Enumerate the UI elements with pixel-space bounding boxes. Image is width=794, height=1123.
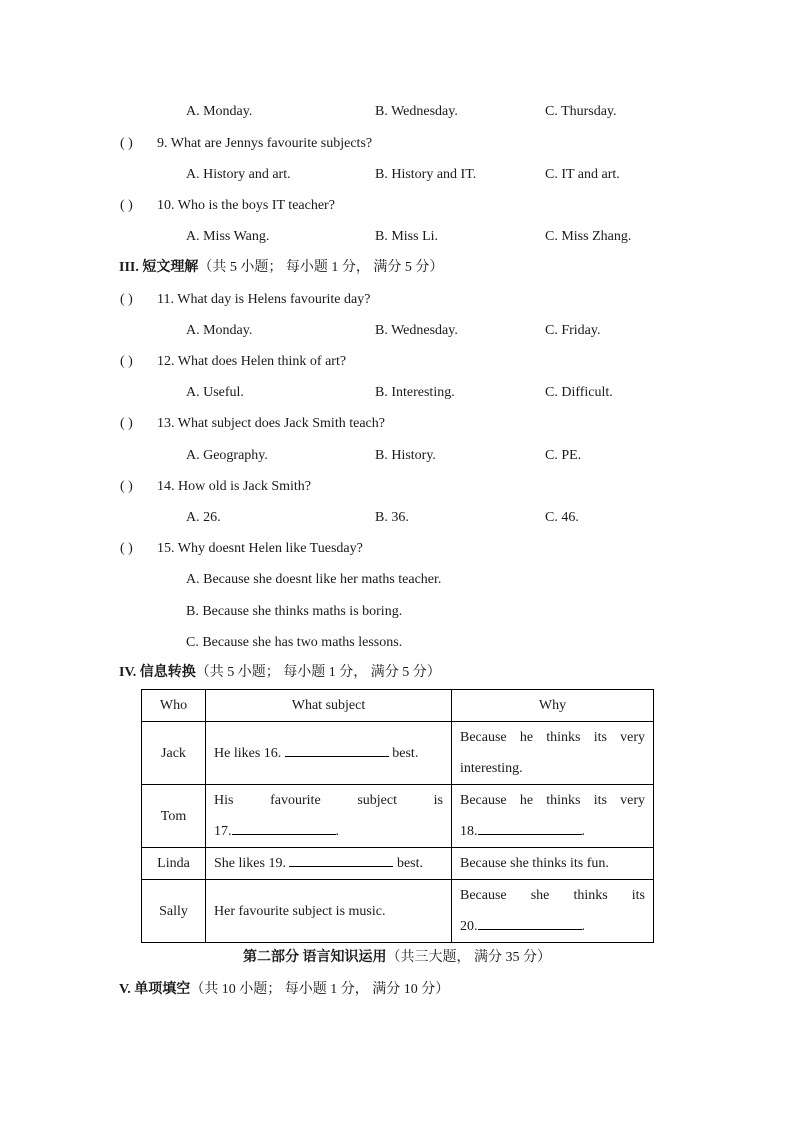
answer-blank-19[interactable] [289, 852, 393, 867]
cell-subject [206, 722, 452, 785]
option-a: A. Monday. [186, 104, 253, 119]
option-b: B. Because she thinks maths is boring. [186, 604, 403, 619]
question-text: 12. What does Helen think of art? [157, 354, 347, 369]
cell-text: . [581, 824, 585, 839]
option-c: C. Friday. [545, 323, 601, 338]
cell-text: Because she thinks its [460, 888, 645, 903]
part-2-title [0, 949, 794, 967]
section-5-title: V. 单项填空 [119, 982, 191, 997]
option-c: C. Miss Zhang. [545, 229, 632, 244]
cell-text: He likes 16. [214, 745, 282, 761]
option-a: A. Useful. [186, 385, 244, 400]
cell-text: She likes 19. [214, 856, 286, 871]
option-a: A. 26. [186, 510, 221, 525]
cell-text: 17. [214, 824, 232, 839]
cell-text: Because he thinks its very [460, 793, 645, 808]
question-text: 10. Who is the boys IT teacher? [157, 198, 335, 213]
cell-why [452, 785, 654, 848]
cell-who: Jack [142, 722, 206, 785]
option-b: B. Miss Li. [375, 229, 439, 244]
option-b: B. 36. [375, 510, 409, 525]
option-a: A. Miss Wang. [186, 229, 270, 244]
table-row-jack [142, 722, 654, 785]
option-b: B. Wednesday. [375, 104, 458, 119]
cell-text: interesting. [460, 761, 523, 776]
question-text: 11. What day is Helens favourite day? [157, 292, 371, 307]
cell-why [452, 880, 654, 943]
option-b: B. Interesting. [375, 385, 455, 400]
option-b: B. Wednesday. [375, 323, 458, 338]
option-c: C. Thursday. [545, 104, 617, 119]
answer-bracket[interactable]: ( ) [120, 292, 133, 307]
cell-text: 20. [460, 919, 478, 934]
cell-text: . [335, 824, 339, 839]
cell-text: . [581, 919, 585, 934]
option-c: C. 46. [545, 510, 579, 525]
header-why: Why [452, 690, 654, 722]
answer-bracket[interactable]: ( ) [120, 354, 133, 369]
section-5-meta: （共 10 小题； 每小题 1 分， 满分 10 分） [190, 982, 450, 997]
header-who: Who [142, 690, 206, 722]
info-transfer-table [141, 689, 654, 943]
header-what-subject: What subject [206, 690, 452, 722]
answer-bracket[interactable]: ( ) [120, 479, 133, 494]
cell-text: His favourite subject is [214, 793, 443, 808]
answer-bracket[interactable]: ( ) [120, 541, 133, 556]
option-a: A. Because she doesnt like her maths teacher. [186, 572, 442, 587]
answer-blank-17[interactable] [232, 820, 336, 835]
table-row-linda [142, 848, 654, 880]
option-b: B. History and IT. [375, 167, 477, 182]
cell-who: Tom [142, 785, 206, 848]
option-b: B. History. [375, 448, 436, 463]
option-a: A. History and art. [186, 167, 291, 182]
question-text: 14. How old is Jack Smith? [157, 479, 311, 494]
section-4-meta: （共 5 小题； 每小题 1 分， 满分 5 分） [195, 665, 441, 680]
cell-why [452, 722, 654, 785]
table-row-sally [142, 880, 654, 943]
question-text: 15. Why doesnt Helen like Tuesday? [157, 541, 363, 556]
option-a: A. Monday. [186, 323, 253, 338]
section-4-header [119, 664, 441, 682]
section-4-title: IV. 信息转换 [119, 665, 196, 680]
cell-subject: Her favourite subject is music. [206, 880, 452, 943]
table-row-tom [142, 785, 654, 848]
answer-blank-20[interactable] [478, 915, 582, 930]
cell-subject [206, 785, 452, 848]
cell-text: Because he thinks its very [460, 730, 645, 745]
question-text: 9. What are Jennys favourite subjects? [157, 136, 373, 151]
section-3-title: III. 短文理解 [119, 260, 199, 275]
section-3-header [119, 259, 443, 277]
section-3-meta: （共 5 小题； 每小题 1 分， 满分 5 分） [198, 260, 444, 275]
option-c: C. PE. [545, 448, 582, 463]
cell-text: 18. [460, 824, 478, 839]
cell-who: Linda [142, 848, 206, 880]
answer-bracket[interactable]: ( ) [120, 198, 133, 213]
table-header-row [142, 690, 654, 722]
section-5-header [119, 981, 449, 999]
answer-blank-18[interactable] [478, 820, 582, 835]
option-c: C. IT and art. [545, 167, 620, 182]
option-c: C. Because she has two maths lessons. [186, 635, 403, 650]
answer-blank-16[interactable] [285, 742, 389, 757]
part-2-name: 第二部分 语言知识运用 [243, 950, 387, 965]
option-c: C. Difficult. [545, 385, 613, 400]
cell-text: best. [392, 745, 419, 761]
cell-who: Sally [142, 880, 206, 943]
answer-bracket[interactable]: ( ) [120, 416, 133, 431]
cell-subject [206, 848, 452, 880]
part-2-meta: （共三大题， 满分 35 分） [386, 950, 551, 965]
question-text: 13. What subject does Jack Smith teach? [157, 416, 385, 431]
cell-why: Because she thinks its fun. [452, 848, 654, 880]
answer-bracket[interactable]: ( ) [120, 136, 133, 151]
option-a: A. Geography. [186, 448, 268, 463]
cell-text: best. [396, 856, 424, 871]
